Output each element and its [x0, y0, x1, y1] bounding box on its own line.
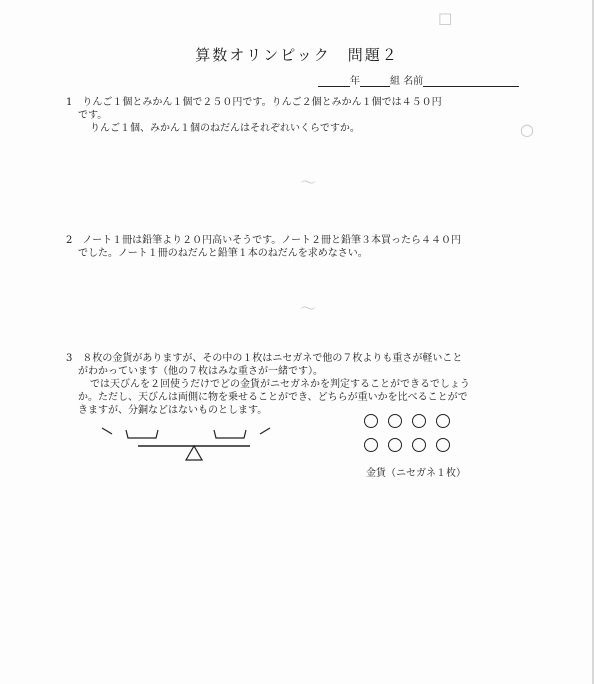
grade-blank — [318, 76, 350, 87]
coin-icon — [388, 438, 402, 452]
show-through-mark: ☐ — [438, 10, 453, 29]
coin-icon — [364, 438, 378, 452]
coin-caption: 金貨（ニセガネ１枚） — [366, 468, 466, 479]
show-through-mark: ～ — [300, 173, 317, 192]
coin-icon — [412, 414, 426, 428]
show-through-mark: ○ — [520, 120, 534, 139]
student-info-line — [318, 72, 519, 87]
coin-icon — [412, 438, 426, 452]
name-blank — [423, 76, 519, 87]
question-text-line: では天びんを２回使うだけでどの金貨がニセガネかを判定することができるでしょう — [90, 379, 470, 390]
balance-scale-diagram — [98, 424, 288, 466]
question-1 — [66, 96, 546, 135]
question-number: 1 — [66, 97, 73, 108]
question-number: 3 — [66, 353, 73, 364]
question-text-line: です。 — [78, 110, 108, 121]
coin-row — [364, 438, 450, 452]
class-label: 組 — [390, 76, 400, 87]
question-2 — [66, 234, 546, 260]
coin-icon — [436, 414, 450, 428]
question-text-line: ノート１冊は鉛筆より２０円高いそうです。ノート２冊と鉛筆３本買ったら４４０円 — [82, 235, 461, 246]
question-text-line: ８枚の金貨がありますが、その中の１枚はニセガネで他の７枚よりも重さが軽いこと — [82, 353, 463, 364]
question-text-line: りんご１個とみかん１個で２５０円です。りんご２個とみかん１個では４５０円 — [82, 97, 442, 108]
coin-icon — [436, 438, 450, 452]
coin-icon — [364, 414, 378, 428]
question-text-line: がわかっています（他の７枚はみな重さが一緒です）。 — [78, 366, 323, 377]
class-blank — [360, 76, 390, 87]
question-number: 2 — [66, 235, 73, 246]
show-through-mark: ～ — [300, 299, 317, 318]
coin-row — [364, 414, 450, 428]
name-label: 名前 — [403, 76, 424, 87]
coin-grid — [364, 414, 450, 462]
worksheet-title: 算数オリンピック 問題２ — [195, 46, 399, 64]
question-text-line: りんご１個、みかん１個のねだんはそれぞれいくらですか。 — [90, 123, 360, 134]
scale-left-pan — [126, 430, 158, 438]
coin-icon — [388, 414, 402, 428]
scale-left-mark — [102, 428, 112, 434]
scale-right-pan — [214, 430, 246, 438]
grade-label: 年 — [350, 76, 360, 87]
question-text-line: か。ただし、天びんは両側に物を乗せることができ、どちらが重いかを比べることがで — [78, 392, 468, 403]
scale-right-mark — [260, 428, 270, 434]
question-text-line: でした。ノート１冊のねだんと鉛筆１本のねだんを求めなさい。 — [78, 248, 368, 259]
scale-fulcrum — [186, 446, 202, 460]
question-3 — [66, 352, 546, 417]
question-text-line: きますが、分銅などはないものとします。 — [78, 405, 268, 416]
